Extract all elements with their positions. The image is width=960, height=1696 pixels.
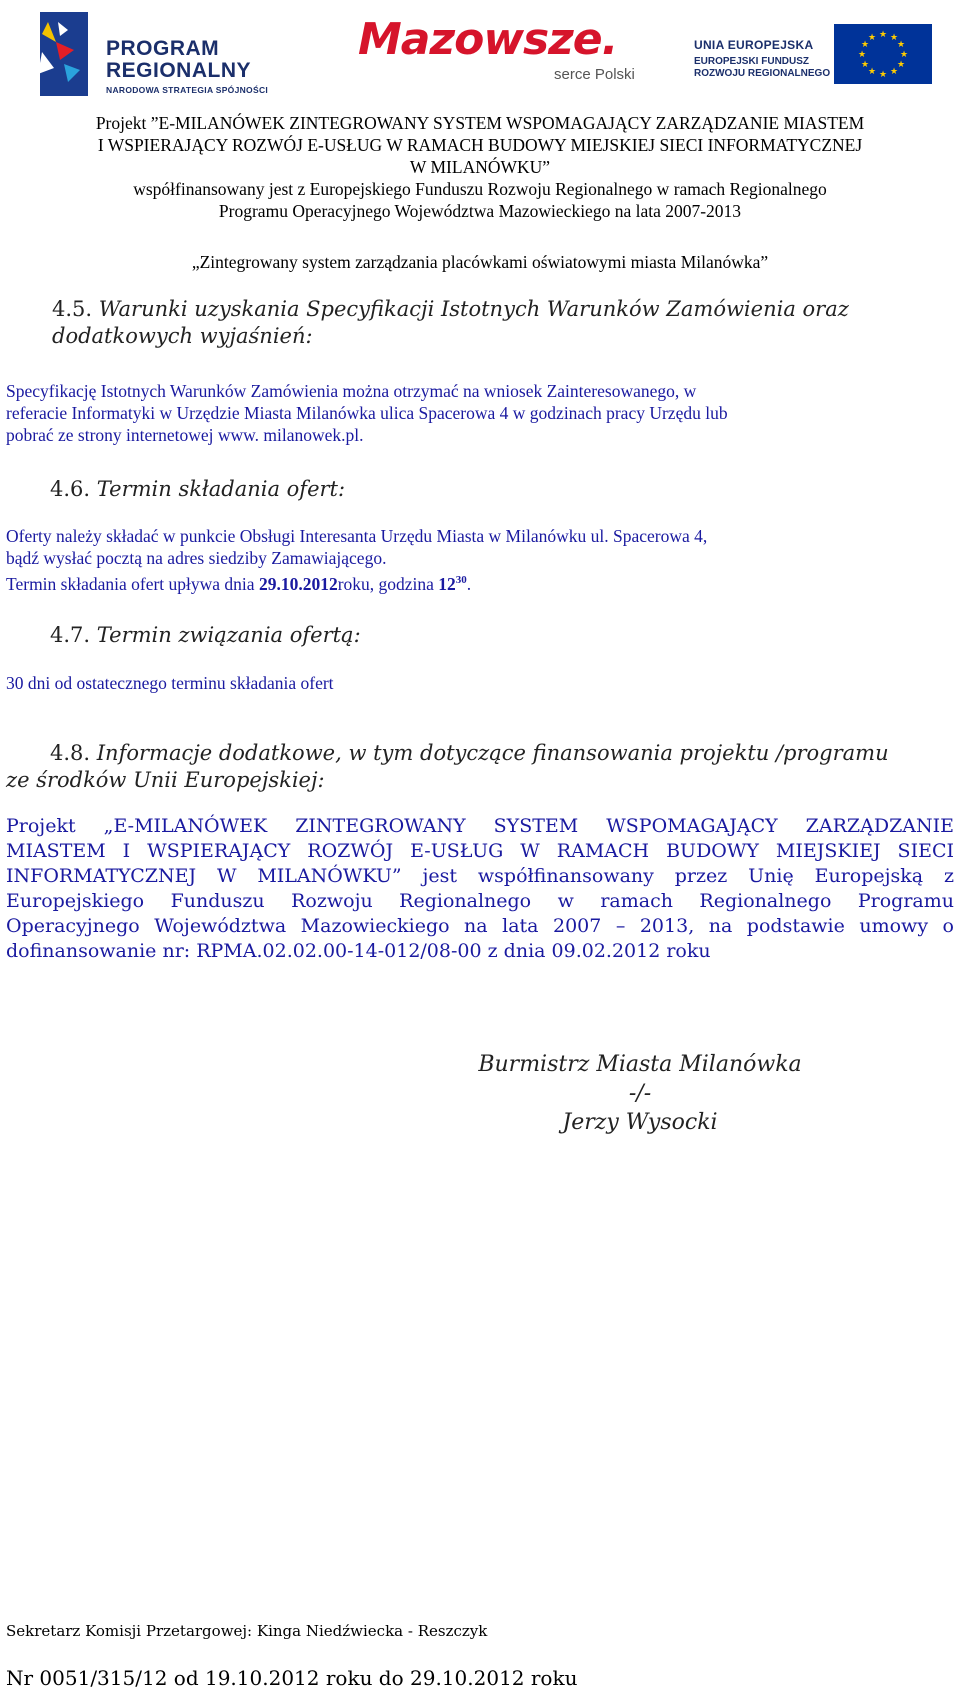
body-line: bądź wysłać pocztą na adres siedziby Zamawiającego. (6, 548, 387, 568)
section-4-5-body (6, 380, 954, 446)
eu-logo (694, 22, 944, 88)
section-4-8-heading (6, 740, 954, 794)
body-line: Projekt „E-MILANÓWEK ZINTEGROWANY SYSTEM WSPOMAGAJĄCY ZARZĄDZANIE (6, 815, 954, 837)
svg-text:★: ★ (860, 60, 870, 70)
strategy-label: NARODOWA STRATEGIA SPÓJNOŚCI (106, 85, 269, 95)
section-title-line-2: ze środków Unii Europejskiej: (6, 768, 325, 792)
eu-fund-line2: ROZWOJU REGIONALNEGO (694, 68, 831, 79)
section-number: 4.8. (50, 741, 91, 765)
footer-reference: Nr 0051/315/12 od 19.10.2012 roku do 29.10.2012 roku (6, 1666, 578, 1690)
mazowsze-wordmark: Mazowsze. (358, 14, 618, 65)
body-line: pobrać ze strony internetowej www. milanowek.pl. (6, 425, 364, 445)
header-line-3: W MILANÓWKU” (409, 157, 551, 177)
deadline-line (6, 569, 954, 595)
deadline-hour: 12 (438, 573, 456, 594)
section-4-8-body (6, 814, 954, 964)
svg-text:★: ★ (878, 70, 888, 80)
deadline-mid: roku, godzina (337, 573, 439, 594)
section-4-7-body (6, 672, 954, 694)
mazowsze-tagline: serce Polski (554, 66, 635, 83)
section-4-6-body (6, 525, 954, 595)
section-4-5-heading (52, 296, 932, 350)
program-regionalny-emblem-icon (34, 12, 100, 96)
body-line: Operacyjnego Województwa Mazowieckiego na lata 2007 – 2013, na podstawie umowy o (6, 915, 954, 937)
signature-block (420, 1050, 860, 1137)
svg-text:★: ★ (878, 30, 888, 40)
eu-fund-line1: EUROPEJSKI FUNDUSZ (694, 56, 810, 67)
section-title-line-2: dodatkowych wyjaśnień: (52, 324, 313, 348)
svg-text:★: ★ (857, 50, 867, 60)
section-number: 4.7. (50, 623, 91, 647)
svg-text:★: ★ (896, 40, 906, 50)
program-label: PROGRAM (106, 37, 220, 60)
header-line-4: współfinansowany jest z Europejskiego Funduszu Rozwoju Regionalnego w ramach Regionalnego (133, 179, 827, 199)
section-number: 4.6. (50, 477, 91, 501)
eu-flag-icon (834, 24, 932, 84)
section-4-6-heading (50, 476, 930, 503)
deadline-end: . (466, 573, 472, 594)
section-title: Termin związania ofertą: (96, 623, 361, 647)
signature-title: Burmistrz Miasta Milanówka (478, 1052, 802, 1077)
svg-text:★: ★ (867, 67, 877, 77)
svg-text:★: ★ (889, 33, 899, 43)
header-line-2: I WSPIERAJĄCY ROZWÓJ E-USŁUG W RAMACH BUDOWY MIEJSKIEJ SIECI INFORMATYCZNEJ (97, 135, 863, 155)
section-4-7-heading (50, 622, 930, 649)
program-regionalny-logo (34, 12, 314, 96)
deadline-minute: 30 (455, 574, 467, 586)
mazowsze-logo (354, 14, 654, 94)
system-title: „Zintegrowany system zarządzania placówkami oświatowymi miasta Milanówka” (191, 252, 769, 272)
project-header (20, 112, 940, 222)
footer-secretary: Sekretarz Komisji Przetargowej: Kinga Niedźwiecka - Reszczyk (6, 1622, 488, 1640)
signature-mark: -/- (628, 1081, 652, 1106)
eu-title: UNIA EUROPEJSKA (694, 38, 814, 52)
svg-text:★: ★ (889, 67, 899, 77)
body-line: 30 dni od ostatecznego terminu składania ofert (6, 673, 334, 693)
header-line-5: Programu Operacyjnego Województwa Mazowieckiego na lata 2007-2013 (218, 201, 742, 221)
header-line-1: Projekt ”E-MILANÓWEK ZINTEGROWANY SYSTEM WSPOMAGAJĄCY ZARZĄDZANIE MIASTEM (95, 113, 865, 133)
svg-text:★: ★ (899, 50, 909, 60)
body-line: Oferty należy składać w punkcie Obsługi Interesanta Urzędu Miasta w Milanówku ul. Spacerowa 4, (6, 526, 708, 546)
body-line: Europejskiego Funduszu Rozwoju Regionalnego w ramach Regionalnego Programu (6, 890, 954, 912)
regionalny-label: REGIONALNY (106, 59, 252, 82)
deadline-prefix: Termin składania ofert upływa dnia (6, 573, 259, 594)
svg-text:★: ★ (867, 33, 877, 43)
body-line: referacie Informatyki w Urzędzie Miasta Milanówka ulica Spacerowa 4 w godzinach pracy Urzędu lub (6, 403, 728, 423)
section-title: Termin składania ofert: (96, 477, 346, 501)
body-line: dofinansowanie nr: RPMA.02.02.00-14-012/08-00 z dnia 09.02.2012 roku (6, 940, 711, 962)
deadline-date: 29.10.2012 (258, 573, 338, 594)
program-regionalny-title (106, 38, 251, 82)
svg-text:★: ★ (860, 40, 870, 50)
body-line: INFORMATYCZNEJ W MILANÓWKU” jest współfinansowany przez Unię Europejską z (6, 865, 954, 887)
section-title-line-1: Warunki uzyskania Specyfikacji Istotnych Warunków Zamówienia oraz (98, 297, 849, 321)
body-line: MIASTEM I WSPIERAJĄCY ROZWÓJ E-USŁUG W RAMACH BUDOWY MIEJSKIEJ SIECI (6, 840, 954, 862)
section-title-line-1: Informacje dodatkowe, w tym dotyczące finansowania projektu /programu (96, 741, 889, 765)
section-number: 4.5. (52, 297, 93, 321)
signature-name: Jerzy Wysocki (562, 1110, 718, 1135)
body-line: Specyfikację Istotnych Warunków Zamówienia można otrzymać na wniosek Zainteresowanego, w (6, 381, 697, 401)
svg-text:★: ★ (896, 60, 906, 70)
logo-bar (34, 8, 944, 96)
